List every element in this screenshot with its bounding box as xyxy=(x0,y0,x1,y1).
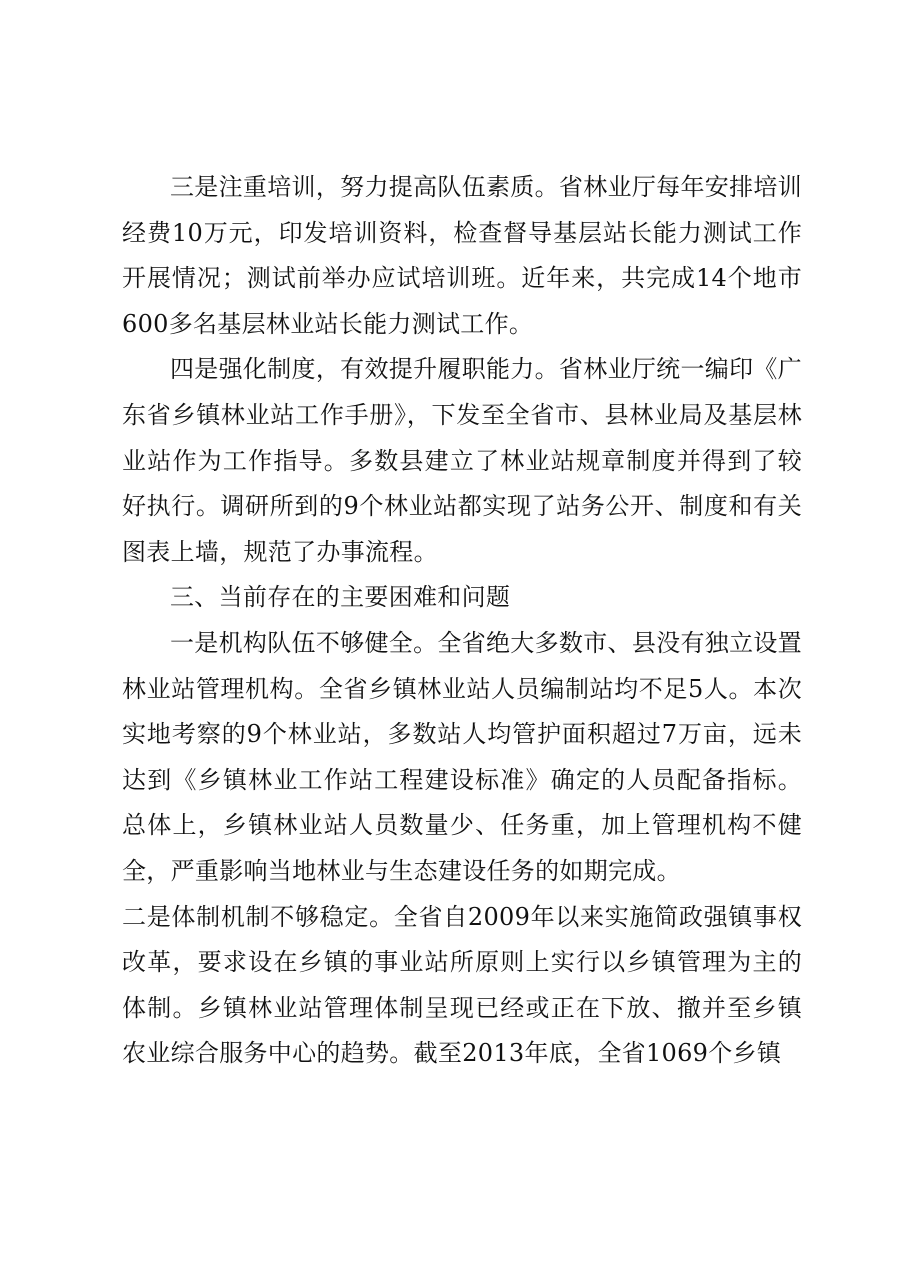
paragraph-staffing: 一是机构队伍不够健全。全省绝大多数市、县没有独立设置林业站管理机构。全省乡镇林业站人员编制站均不足5人。本次实地考察的9个林业站，多数站人均管护面积超过7万亩，远未达到《乡镇林业工作站工程建设标准》确定的人员配备指标。总体上，乡镇林业站人员数量少、任务重，加上管理机构不健全，严重影响当地林业与生态建设任务的如期完成。 xyxy=(122,628,802,885)
paragraph-training: 三是注重培训，努力提高队伍素质。省林业厅每年安排培训经费10万元，印发培训资料，检查督导基层站长能力测试工作开展情况；测试前举办应试培训班。近年来，共完成14个地市600多名基层林业站长能力测试工作。 xyxy=(122,173,802,338)
paragraph-mechanism: 二是体制机制不够稳定。全省自2009年以来实施简政强镇事权改革，要求设在乡镇的事业站所原则上实行以乡镇管理为主的体制。乡镇林业站管理体制呈现已经或正在下放、撤并至乡镇农业综合服务中心的趋势。截至2013年底，全省1069个乡镇 xyxy=(122,902,802,1068)
section-heading-problems: 三、当前存在的主要困难和问题 xyxy=(170,583,511,612)
paragraph-system: 四是强化制度，有效提升履职能力。省林业厅统一编印《广东省乡镇林业站工作手册》，下发至全省市、县林业局及基层林业站作为工作指导。多数县建立了林业站规章制度并得到了较好执行。调研所到的9个林业站都实现了站务公开、制度和有关图表上墙，规范了办事流程。 xyxy=(122,355,802,566)
document-body xyxy=(122,165,802,1077)
